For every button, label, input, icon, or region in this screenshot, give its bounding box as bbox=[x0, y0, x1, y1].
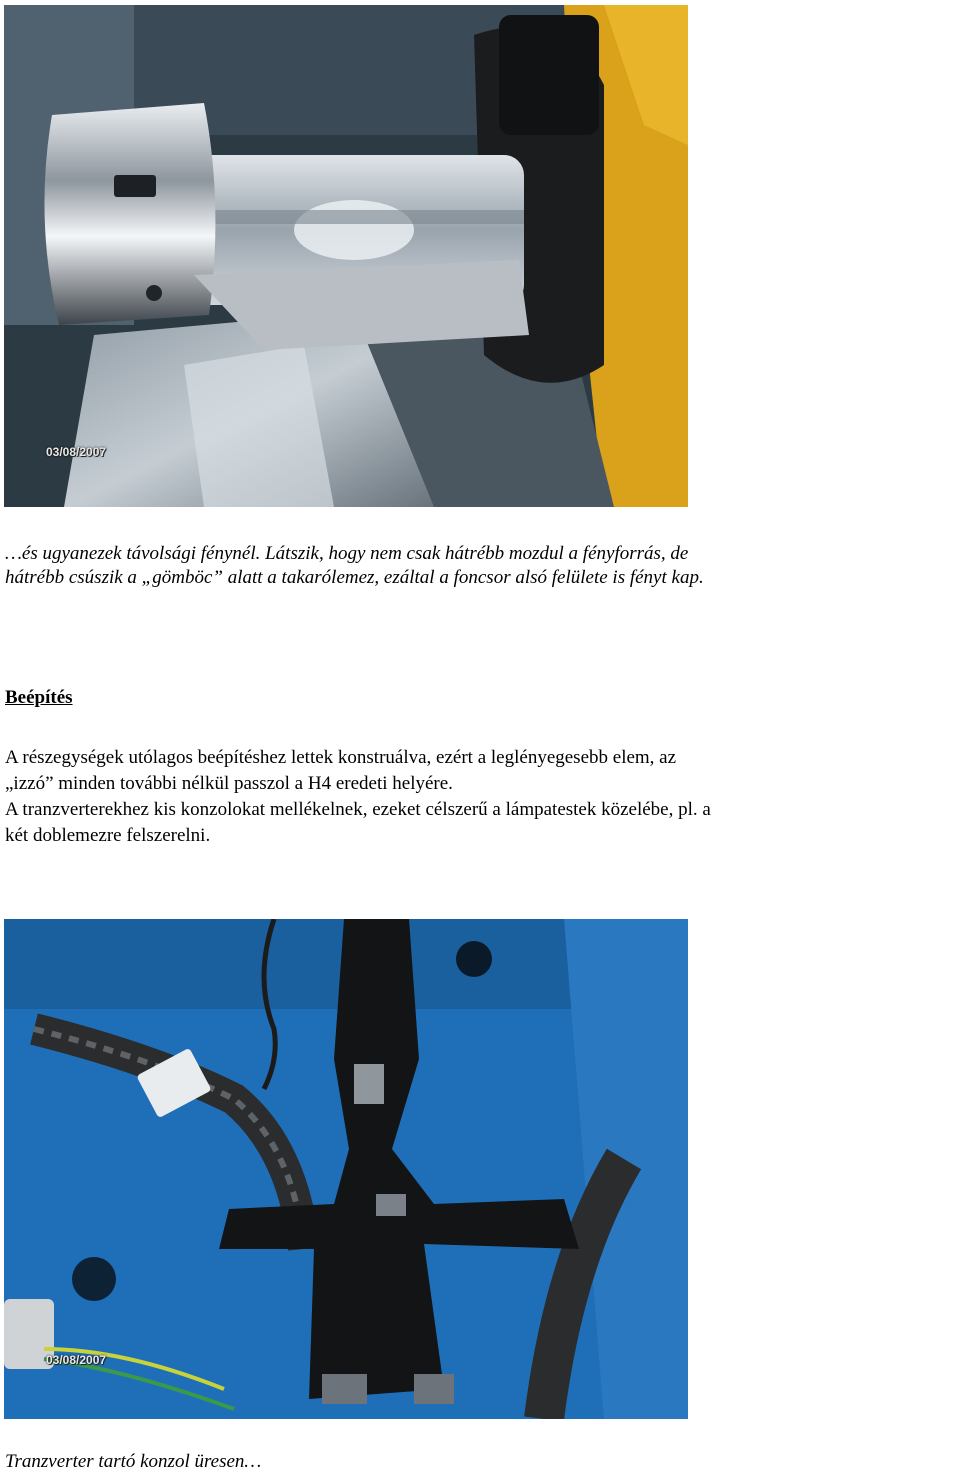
body-paragraph bbox=[5, 745, 954, 797]
xenon-bulb-photo bbox=[4, 5, 688, 507]
body-paragraph bbox=[5, 797, 954, 849]
photo-caption-high-beam bbox=[5, 542, 704, 590]
photo-date-stamp: 03/08/2007 bbox=[46, 1353, 107, 1367]
paragraph-line: A tranzverterekhez kis konzolokat mellékelnek, ezeket célszerű a lámpatestek közelébe, pl. a bbox=[5, 799, 711, 820]
paragraph-line: A részegységek utólagos beépítéshez lettek konstruálva, ezért a leglényegesebb elem, az bbox=[5, 747, 677, 768]
paragraph-line: két doblemezre felszerelni. bbox=[5, 825, 211, 846]
xenon-bulb-photo-drawing bbox=[4, 5, 688, 507]
section-heading: Beépítés bbox=[5, 687, 73, 708]
paragraph-line: „izzó” minden további nélkül passzol a H4 eredeti helyére. bbox=[5, 773, 453, 794]
photo-date-stamp: 03/08/2007 bbox=[46, 445, 107, 459]
caption-line: …és ugyanezek távolsági fénynél. Látszik, hogy nem csak hátrébb mozdul a fényforrás, de bbox=[5, 543, 689, 564]
caption-line: hátrébb csúszik a „gömböc” alatt a takarólemez, ezáltal a foncsor alsó felülete is fényt kap. bbox=[5, 567, 704, 588]
bracket-photo bbox=[4, 919, 688, 1419]
photo-caption-bracket: Tranzverter tartó konzol üresen… bbox=[5, 1451, 262, 1472]
bracket-photo-drawing bbox=[4, 919, 688, 1419]
